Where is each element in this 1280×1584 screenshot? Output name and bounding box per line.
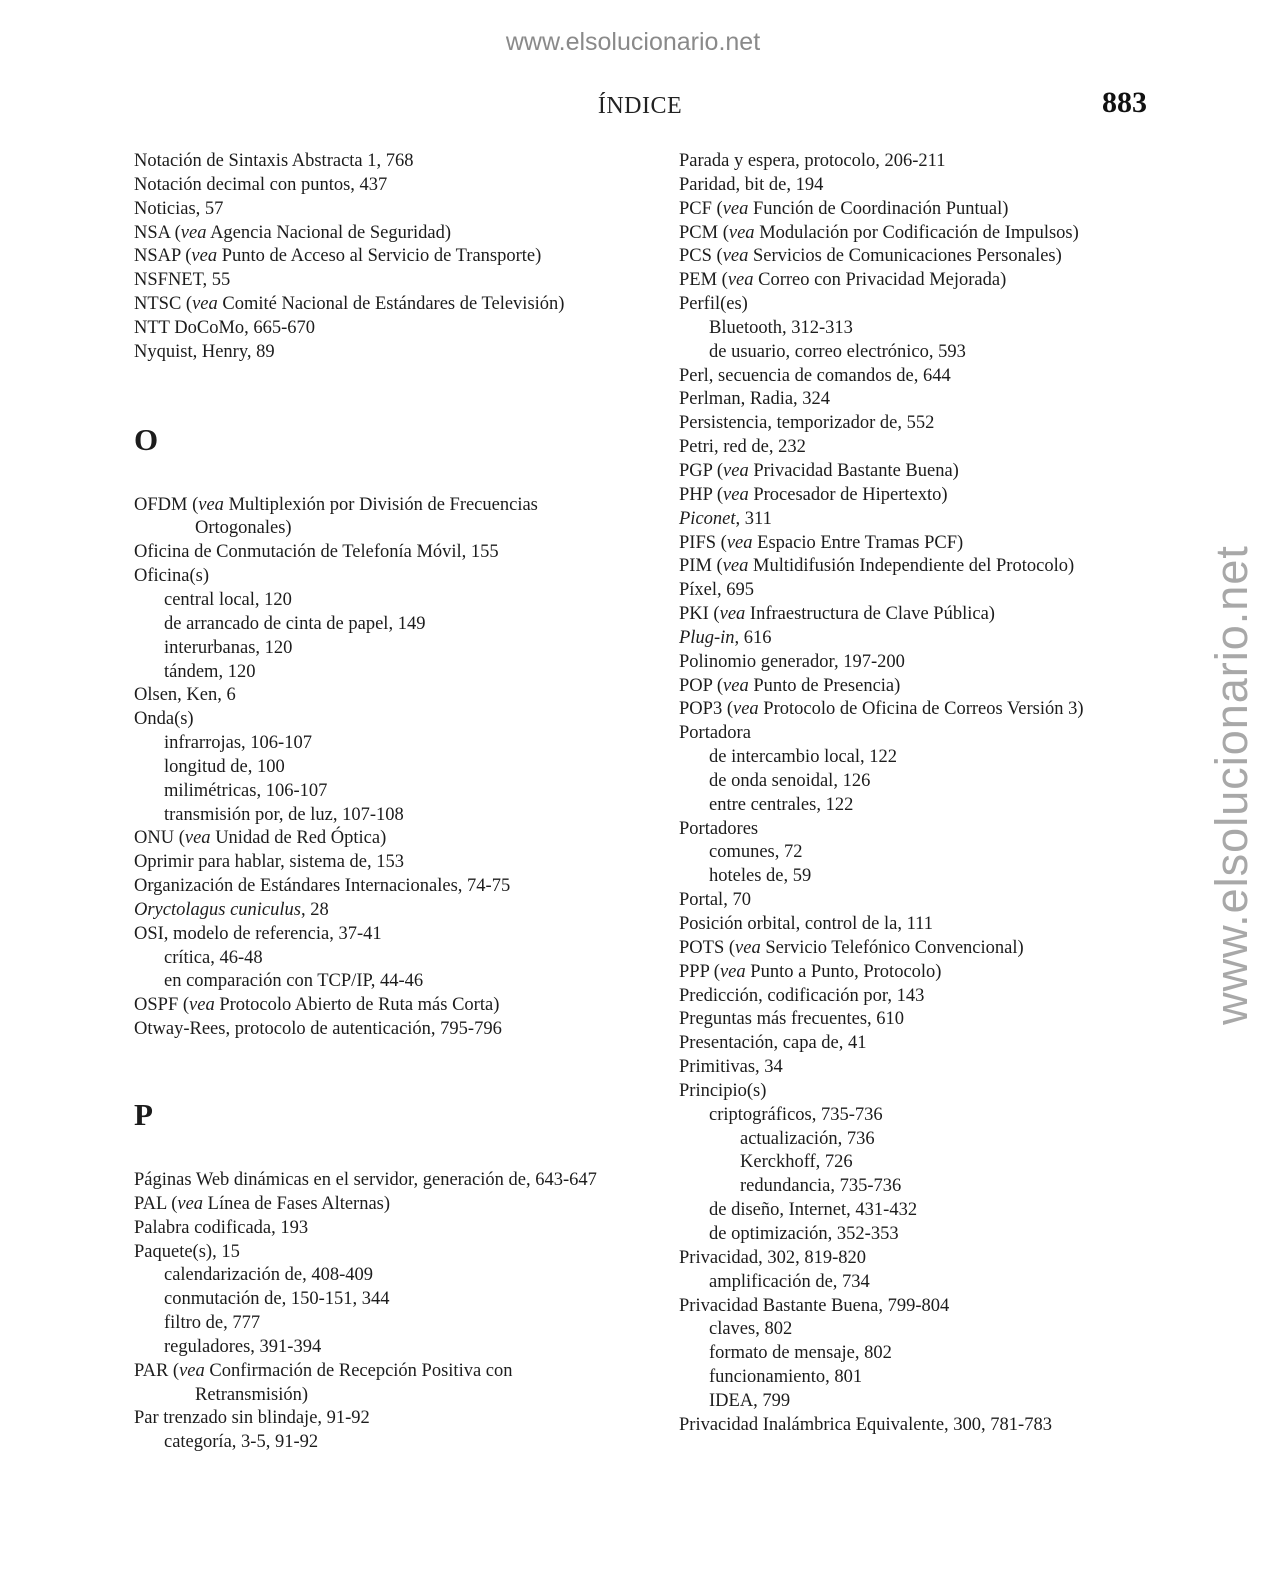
index-subentry: de onda senoidal, 126 [709,770,871,791]
index-subentry: infrarrojas, 106-107 [164,733,312,754]
index-entry: Onda(s) [134,709,194,730]
index-entry: PIM (vea Multidifusión Independiente del Protocolo) [679,556,1075,577]
index-entry: Notación decimal con puntos, 437 [134,174,388,195]
index-subentry: comunes, 72 [709,842,803,863]
index-entry: PCF (vea Función de Coordinación Puntual) [679,198,1009,219]
index-entry: PCS (vea Servicios de Comunicaciones Personales) [679,246,1062,267]
index-entry: Privacidad, 302, 819-820 [679,1247,867,1268]
index-entry: Oficina de Conmutación de Telefonía Móvil, 155 [134,542,499,563]
index-entry: Oryctolagus cuniculus, 28 [134,899,329,920]
index-entry: OSI, modelo de referencia, 37-41 [134,923,382,944]
index-entry-continuation: Retransmisión) [195,1384,309,1405]
index-subentry: claves, 802 [709,1319,793,1340]
index-subentry: calendarización de, 408-409 [164,1265,374,1286]
index-entry: PKI (vea Infraestructura de Clave Pública) [679,604,995,625]
index-subentry: categoría, 3-5, 91-92 [164,1432,319,1453]
index-subsubentry: actualización, 736 [740,1128,875,1149]
index-subentry: conmutación de, 150-151, 344 [164,1289,390,1310]
section-letter-o: O [134,421,159,457]
index-entry: Perl, secuencia de comandos de, 644 [679,365,951,386]
index-subentry: transmisión por, de luz, 107-108 [164,804,404,825]
index-entry: PCM (vea Modulación por Codificación de Impulsos) [679,222,1079,243]
index-entry: Organización de Estándares Internacionales, 74-75 [134,876,511,897]
index-entry: Posición orbital, control de la, 111 [679,914,933,934]
index-entry: NSAP (vea Punto de Acceso al Servicio de Transporte) [134,246,542,267]
index-entry: Paquete(s), 15 [134,1241,240,1262]
index-subentry: Bluetooth, 312-313 [709,317,853,338]
index-entry: ONU (vea Unidad de Red Óptica) [134,828,387,849]
index-subentry: milimétricas, 106-107 [164,780,328,801]
index-entry: Portadores [679,818,759,839]
index-subentry: de usuario, correo electrónico, 593 [709,341,966,362]
index-subentry: amplificación de, 734 [709,1271,870,1292]
index-entry: Privacidad Bastante Buena, 799-804 [679,1295,950,1316]
section-letter-p: P [134,1097,153,1132]
index-subentry: de diseño, Internet, 431-432 [709,1200,918,1221]
index-subentry: de intercambio local, 122 [709,747,898,768]
index-entry: Plug-in, 616 [679,627,772,648]
index-subentry: de arrancado de cinta de papel, 149 [164,613,426,634]
index-entry: Oprimir para hablar, sistema de, 153 [134,852,404,873]
index-entry: Portal, 70 [679,890,751,911]
index-entry: Perlman, Radia, 324 [679,389,831,410]
index-entry: PEM (vea Correo con Privacidad Mejorada) [679,270,1007,291]
index-subentry: entre centrales, 122 [709,794,854,815]
running-head: ÍNDICE [597,93,683,119]
index-subentry: formato de mensaje, 802 [709,1343,892,1364]
index-subentry: en comparación con TCP/IP, 44-46 [164,971,424,992]
index-entry: NTT DoCoMo, 665-670 [134,317,316,338]
watermark-top: www.elsolucionario.net [505,28,761,56]
index-subentry: filtro de, 777 [164,1313,261,1334]
index-subentry: criptográficos, 735-736 [709,1104,883,1125]
index-entry: Oficina(s) [134,566,209,587]
index-subentry: reguladores, 391-394 [164,1336,322,1357]
index-entry: Nyquist, Henry, 89 [134,341,275,362]
index-subentry: tándem, 120 [164,661,256,682]
index-entry: Paridad, bit de, 194 [679,174,824,195]
index-entry: Parada y espera, protocolo, 206-211 [679,151,946,171]
index-entry: POTS (vea Servicio Telefónico Convencional) [679,937,1024,958]
index-entry: Polinomio generador, 197-200 [679,651,905,672]
index-entry: PAL (vea Línea de Fases Alternas) [134,1193,391,1214]
index-entry: Presentación, capa de, 41 [679,1033,867,1054]
index-entry: Preguntas más frecuentes, 610 [679,1009,905,1030]
index-entry: Perfil(es) [679,294,748,315]
index-subentry: interurbanas, 120 [164,637,293,658]
index-entry: Par trenzado sin blindaje, 91-92 [134,1408,370,1429]
index-entry: OSPF (vea Protocolo Abierto de Ruta más Corta) [134,995,500,1016]
index-column-right [679,150,1149,1438]
page-number: 883 [1102,86,1147,119]
index-entry: Notación de Sintaxis Abstracta 1, 768 [134,151,414,171]
index-entry: OFDM (vea Multiplexión por División de Frecuencias [134,494,538,515]
index-entry: Predicción, codificación por, 143 [679,985,925,1006]
index-entry: POP (vea Punto de Presencia) [679,675,901,696]
index-subentry: de optimización, 352-353 [709,1223,899,1244]
index-entry: PHP (vea Procesador de Hipertexto) [679,484,948,505]
index-entry: Píxel, 695 [679,580,755,601]
index-entry: NTSC (vea Comité Nacional de Estándares de Televisión) [134,294,565,315]
index-entry: POP3 (vea Protocolo de Oficina de Correos Versión 3) [679,699,1084,720]
index-entry-continuation: Ortogonales) [195,518,292,539]
index-column-left [134,150,634,1455]
index-subentry: hoteles de, 59 [709,866,812,887]
index-subentry: crítica, 46-48 [164,947,263,968]
index-entry: PGP (vea Privacidad Bastante Buena) [679,460,959,481]
index-entry: PPP (vea Punto a Punto, Protocolo) [679,961,942,982]
index-subsubentry: Kerckhoff, 726 [740,1152,853,1173]
index-subentry: central local, 120 [164,589,292,610]
index-entry: Petri, red de, 232 [679,437,806,458]
index-entry: Privacidad Inalámbrica Equivalente, 300, 781-783 [679,1414,1052,1435]
index-entry: Otway-Rees, protocolo de autenticación, 795-796 [134,1019,502,1040]
index-entry: NSA (vea Agencia Nacional de Seguridad) [134,222,451,243]
index-subsubentry: redundancia, 735-736 [740,1176,902,1197]
watermark-side: www.elsolucionario.net [1206,545,1257,1025]
index-entry: Primitivas, 34 [679,1057,783,1078]
index-entry: Páginas Web dinámicas en el servidor, generación de, 643-647 [134,1170,597,1190]
index-entry: Palabra codificada, 193 [134,1217,309,1238]
index-subentry: longitud de, 100 [164,756,285,777]
index-entry: Noticias, 57 [134,198,224,219]
index-subentry: IDEA, 799 [709,1390,791,1411]
index-entry: Portadora [679,723,751,744]
index-entry: PIFS (vea Espacio Entre Tramas PCF) [679,532,964,553]
index-entry: Piconet, 311 [679,508,772,529]
index-entry: Principio(s) [679,1080,767,1101]
index-entry: PAR (vea Confirmación de Recepción Positiva con [134,1360,513,1381]
index-entry: Persistencia, temporizador de, 552 [679,413,935,434]
index-subentry: funcionamiento, 801 [709,1367,863,1388]
index-entry: Olsen, Ken, 6 [134,685,236,706]
index-entry: NSFNET, 55 [134,270,231,291]
